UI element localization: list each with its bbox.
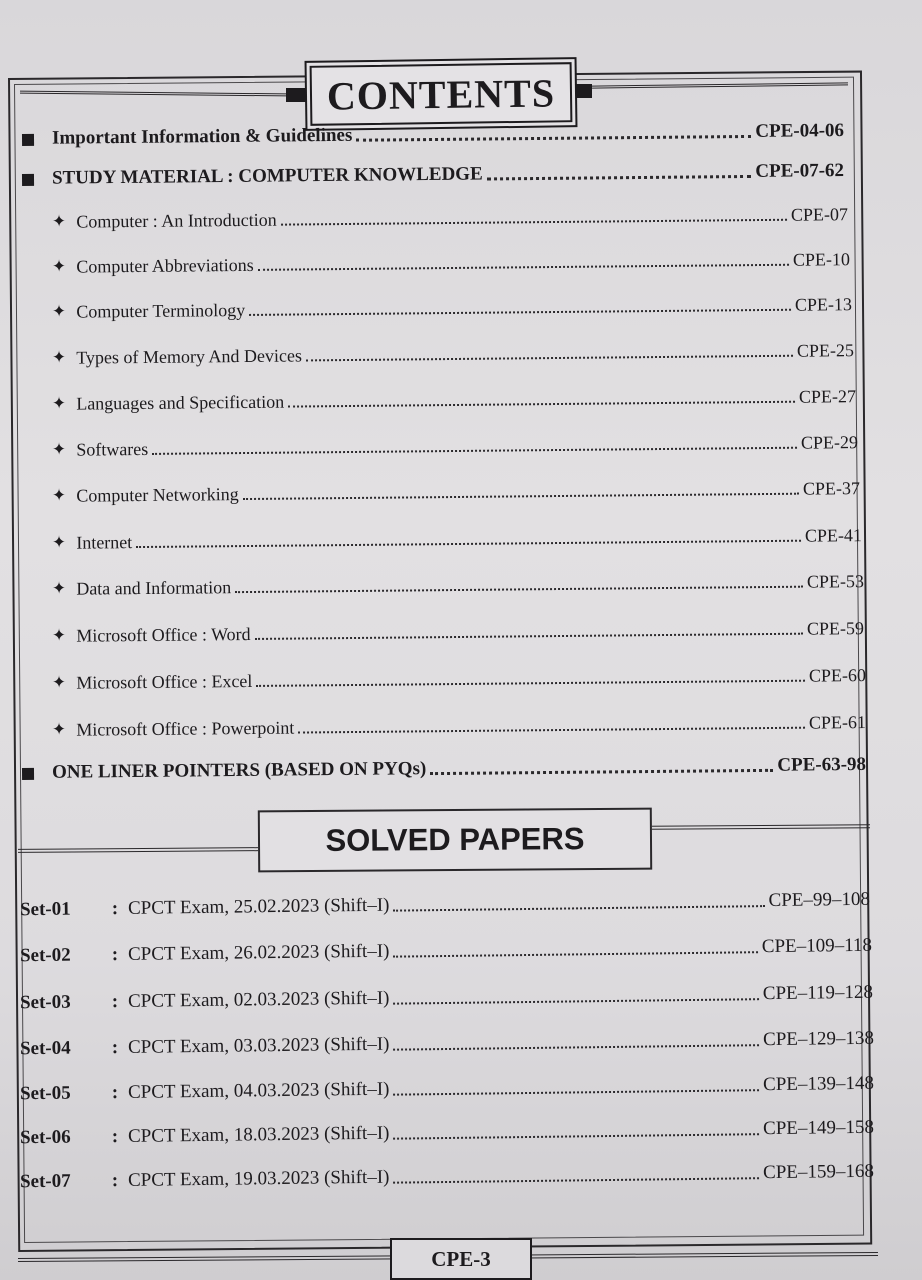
set-page: CPE–129–138 bbox=[762, 1027, 875, 1051]
dot-leader bbox=[258, 264, 789, 271]
dot-leader bbox=[393, 1044, 759, 1050]
set-label: CPCT Exam, 19.03.2023 (Shift–I) bbox=[127, 1166, 390, 1191]
set-page: CPE–159–168 bbox=[762, 1160, 875, 1184]
dot-leader bbox=[249, 309, 791, 316]
toc-label: Softwares bbox=[76, 438, 149, 460]
toc-page: CPE-53 bbox=[806, 571, 865, 592]
dot-leader bbox=[243, 493, 799, 500]
star-bullet-icon: ✦ bbox=[51, 532, 67, 552]
dot-leader bbox=[393, 951, 757, 957]
dot-leader bbox=[393, 905, 764, 912]
set-id: Set-07 bbox=[19, 1170, 71, 1193]
toc-label: Computer Networking bbox=[76, 484, 239, 506]
dot-leader bbox=[393, 998, 758, 1004]
toc-page: CPE-61 bbox=[808, 712, 867, 733]
toc-label: Languages and Specification bbox=[76, 391, 285, 414]
set-label: CPCT Exam, 25.02.2023 (Shift–I) bbox=[127, 894, 390, 919]
toc-label: Computer : An Introduction bbox=[76, 209, 277, 232]
toc-label: Microsoft Office : Powerpoint bbox=[76, 717, 295, 740]
toc-label: Data and Information bbox=[76, 577, 232, 599]
toc-label: Computer Abbreviations bbox=[76, 254, 254, 277]
set-colon: : bbox=[111, 1082, 119, 1104]
square-bullet-icon bbox=[22, 134, 34, 146]
star-bullet-icon: ✦ bbox=[51, 625, 67, 645]
set-colon: : bbox=[111, 1170, 119, 1192]
dot-leader bbox=[255, 633, 803, 640]
set-page: CPE–139–148 bbox=[762, 1072, 875, 1096]
set-id: Set-06 bbox=[19, 1126, 71, 1149]
star-bullet-icon: ✦ bbox=[51, 719, 67, 739]
set-page: CPE–149–158 bbox=[762, 1116, 875, 1140]
toc-page: CPE-13 bbox=[794, 294, 853, 315]
star-bullet-icon: ✦ bbox=[51, 672, 67, 692]
toc-page: CPE-07 bbox=[790, 204, 849, 225]
set-page: CPE–99–108 bbox=[768, 888, 871, 912]
star-bullet-icon: ✦ bbox=[51, 439, 67, 459]
dot-leader bbox=[487, 175, 752, 181]
star-bullet-icon: ✦ bbox=[51, 211, 67, 231]
toc-label: STUDY MATERIAL : COMPUTER KNOWLEDGE bbox=[51, 163, 483, 189]
toc-label: ONE LINER POINTERS (BASED ON PYQs) bbox=[51, 758, 427, 783]
set-label: CPCT Exam, 26.02.2023 (Shift–I) bbox=[127, 940, 390, 965]
page-number: CPE-3 bbox=[390, 1238, 532, 1280]
toc-label: Internet bbox=[76, 532, 133, 553]
set-id: Set-01 bbox=[19, 898, 71, 921]
square-bullet-icon bbox=[22, 174, 34, 186]
title-bar-left bbox=[286, 88, 312, 102]
set-label: CPCT Exam, 02.03.2023 (Shift–I) bbox=[127, 987, 390, 1012]
toc-label: Types of Memory And Devices bbox=[76, 345, 303, 368]
dot-leader bbox=[281, 219, 787, 226]
star-bullet-icon: ✦ bbox=[51, 485, 67, 505]
set-colon: : bbox=[111, 1037, 119, 1059]
toc-label: Important Information & Guidelines bbox=[51, 124, 353, 149]
toc-page: CPE-41 bbox=[804, 525, 863, 546]
set-colon: : bbox=[111, 944, 119, 966]
dot-leader bbox=[256, 680, 805, 687]
set-page: CPE–119–128 bbox=[762, 981, 874, 1005]
star-bullet-icon: ✦ bbox=[51, 347, 67, 367]
toc-page: CPE-07-62 bbox=[755, 160, 845, 182]
set-colon: : bbox=[111, 991, 119, 1013]
toc-page: CPE-37 bbox=[802, 478, 861, 499]
star-bullet-icon: ✦ bbox=[51, 301, 67, 321]
star-bullet-icon: ✦ bbox=[51, 578, 67, 598]
dot-leader bbox=[152, 447, 797, 455]
dot-leader bbox=[356, 135, 751, 142]
toc-page: CPE-04-06 bbox=[755, 120, 845, 142]
toc-page: CPE-63-98 bbox=[777, 753, 867, 776]
dot-leader bbox=[288, 401, 795, 408]
toc-page: CPE-27 bbox=[798, 386, 857, 407]
dot-leader bbox=[393, 1133, 759, 1139]
star-bullet-icon: ✦ bbox=[51, 256, 67, 276]
set-label: CPCT Exam, 03.03.2023 (Shift–I) bbox=[127, 1033, 390, 1058]
dot-leader bbox=[136, 540, 801, 548]
toc-page: CPE-59 bbox=[806, 618, 865, 639]
set-label: CPCT Exam, 04.03.2023 (Shift–I) bbox=[127, 1078, 390, 1103]
contents-title: CONTENTS bbox=[310, 62, 573, 126]
set-page: CPE–109–118 bbox=[761, 934, 873, 958]
toc-label: Microsoft Office : Excel bbox=[76, 670, 253, 693]
set-colon: : bbox=[111, 1126, 119, 1148]
set-label: CPCT Exam, 18.03.2023 (Shift–I) bbox=[127, 1122, 390, 1147]
dot-leader bbox=[306, 355, 793, 362]
solved-papers-heading: SOLVED PAPERS bbox=[258, 808, 652, 873]
star-bullet-icon: ✦ bbox=[51, 393, 67, 413]
dot-leader bbox=[235, 586, 803, 593]
dot-leader bbox=[430, 769, 773, 775]
toc-page: CPE-25 bbox=[796, 340, 855, 361]
set-id: Set-03 bbox=[19, 991, 71, 1014]
set-id: Set-04 bbox=[19, 1037, 71, 1060]
set-id: Set-05 bbox=[19, 1082, 71, 1105]
set-colon: : bbox=[111, 897, 119, 920]
square-bullet-icon bbox=[22, 768, 34, 780]
toc-label: Computer Terminology bbox=[76, 299, 246, 322]
toc-page: CPE-10 bbox=[792, 249, 851, 270]
toc-label: Microsoft Office : Word bbox=[76, 623, 251, 646]
dot-leader bbox=[393, 1177, 759, 1183]
dot-leader bbox=[298, 727, 805, 734]
dot-leader bbox=[393, 1089, 759, 1095]
toc-page: CPE-60 bbox=[808, 665, 867, 686]
toc-page: CPE-29 bbox=[800, 432, 859, 453]
set-id: Set-02 bbox=[19, 944, 71, 967]
